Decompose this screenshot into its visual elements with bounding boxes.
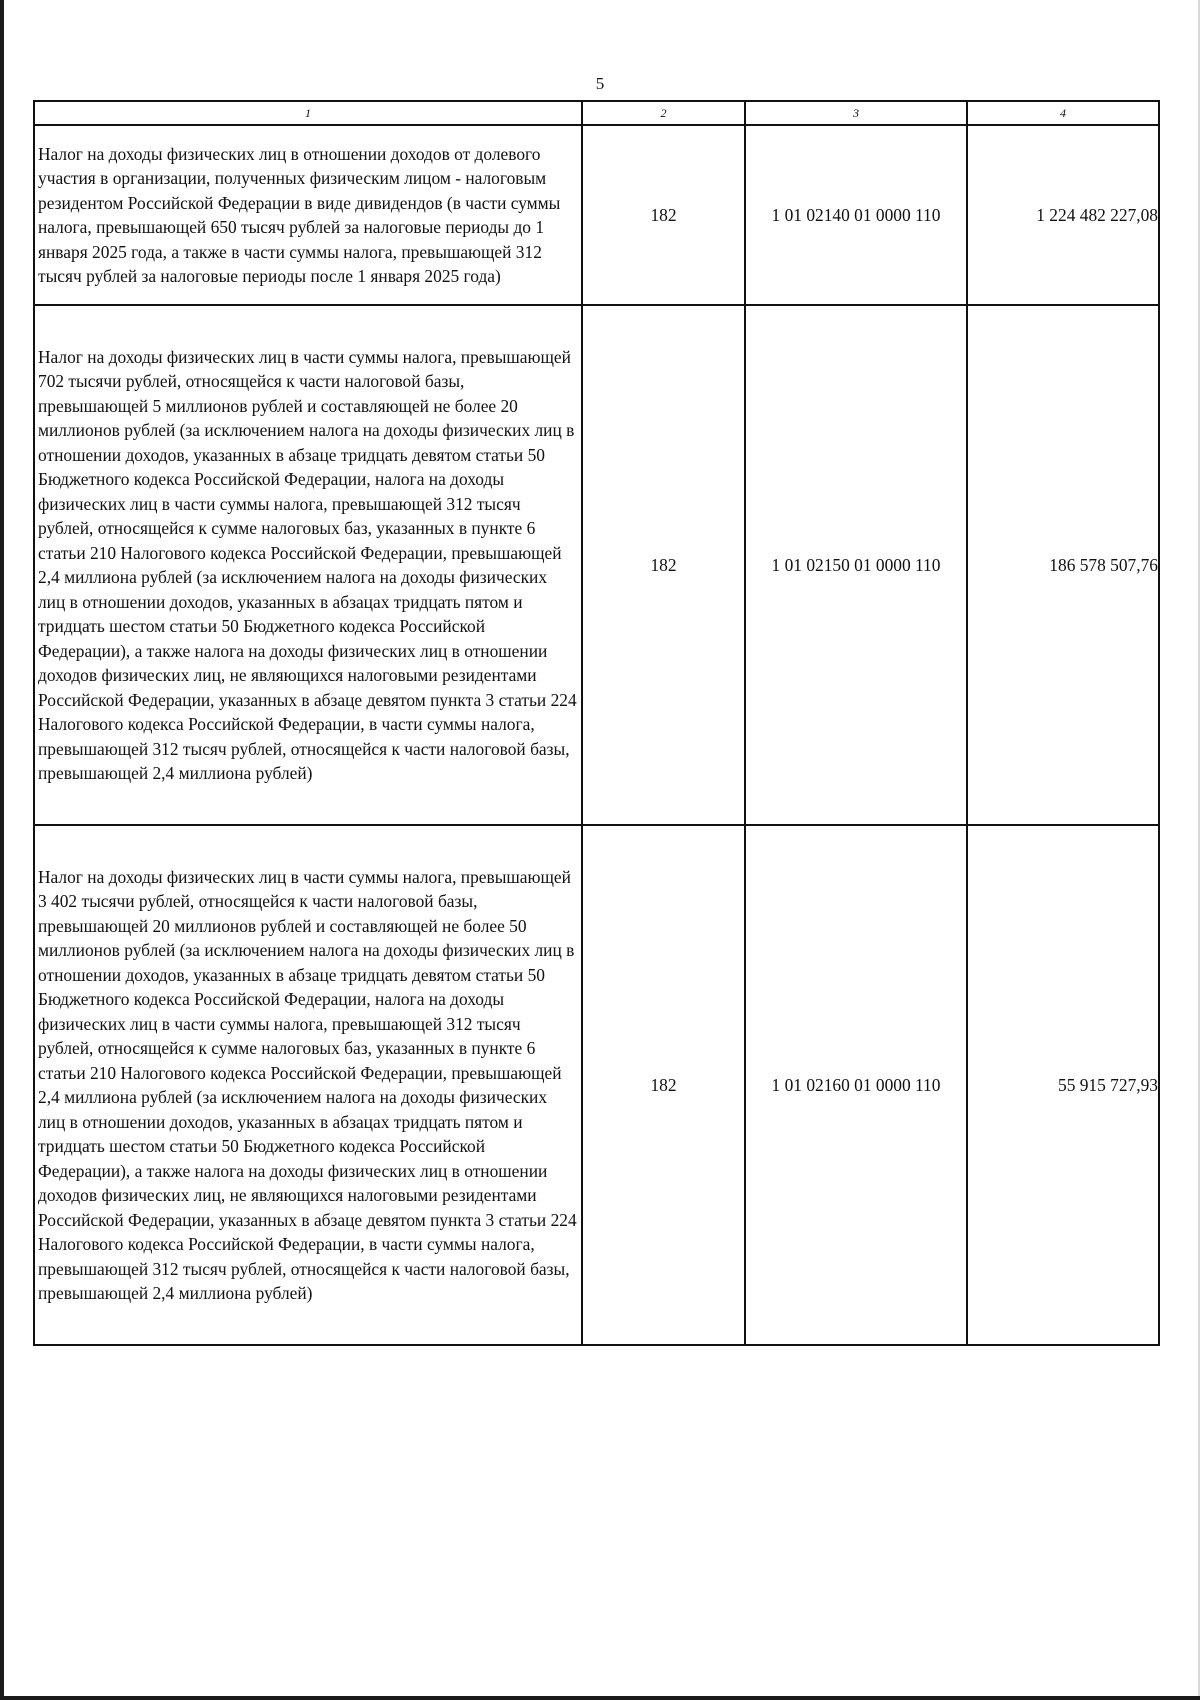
- column-header-2: 2: [582, 101, 745, 125]
- admin-code: 182: [582, 305, 745, 825]
- admin-code: 182: [582, 125, 745, 305]
- scan-edge-bottom: [0, 1696, 1200, 1700]
- table-row: [34, 825, 1159, 1345]
- income-description: Налог на доходы физических лиц в части суммы налога, превышающей 702 тысячи рублей, относящейся к части налоговой базы, превышающей 5 миллионов рублей и составляющей не более 20 миллионов рублей (за исключением налога на доходы физических лиц в отношении доходов, указанных в абзаце тридцать девятом статьи 50 Бюджетного кодекса Российской Федерации, налога на доходы физических лиц в части суммы налога, превышающей 312 тысяч рублей, относящейся к сумме налоговых баз, указанных в пункте 6 статьи 210 Налогового кодекса Российской Федерации, превышающей 2,4 миллиона рублей (за исключением налога на доходы физических лиц в отношении доходов, указанных в абзацах тридцать пятом и тридцать шестом статьи 50 Бюджетного кодекса Российской Федерации), а также налога на доходы физических лиц в отношении доходов физических лиц, не являющихся налоговыми резидентами Российской Федерации, указанных в абзаце девятом пункта 3 статьи 224 Налогового кодекса Российской Федерации, в части суммы налога, превышающей 312 тысяч рублей, относящейся к части налоговой базы, превышающей 2,4 миллиона рублей): [34, 305, 582, 825]
- page-number: 5: [595, 74, 605, 93]
- amount: 55 915 727,93: [967, 825, 1159, 1345]
- admin-code: 182: [582, 825, 745, 1345]
- budget-classification-code: 1 01 02160 01 0000 110: [745, 825, 967, 1345]
- table-row: [34, 305, 1159, 825]
- column-header-3: 3: [745, 101, 967, 125]
- column-header-1: 1: [34, 101, 582, 125]
- table-header-row: [34, 101, 1159, 125]
- budget-classification-code: 1 01 02140 01 0000 110: [745, 125, 967, 305]
- table-row: [34, 125, 1159, 305]
- revenue-table: [33, 100, 1160, 1346]
- amount: 186 578 507,76: [967, 305, 1159, 825]
- scan-edge-left: [0, 0, 4, 1700]
- income-description: Налог на доходы физических лиц в части суммы налога, превышающей 3 402 тысячи рублей, относящейся к части налоговой базы, превышающей 20 миллионов рублей и составляющей не более 50 миллионов рублей (за исключением налога на доходы физических лиц в отношении доходов, указанных в абзаце тридцать девятом статьи 50 Бюджетного кодекса Российской Федерации, налога на доходы физических лиц в части суммы налога, превышающей 312 тысяч рублей, относящейся к сумме налоговых баз, указанных в пункте 6 статьи 210 Налогового кодекса Российской Федерации, превышающей 2,4 миллиона рублей (за исключением налога на доходы физических лиц в отношении доходов, указанных в абзацах тридцать пятом и тридцать шестом статьи 50 Бюджетного кодекса Российской Федерации), а также налога на доходы физических лиц в отношении доходов физических лиц, не являющихся налоговыми резидентами Российской Федерации, указанных в абзаце девятом пункта 3 статьи 224 Налогового кодекса Российской Федерации, в части суммы налога, превышающей 312 тысяч рублей, относящейся к части налоговой базы, превышающей 2,4 миллиона рублей): [34, 825, 582, 1345]
- column-header-4: 4: [967, 101, 1159, 125]
- income-description: Налог на доходы физических лиц в отношении доходов от долевого участия в организации, полученных физическим лицом - налоговым резидентом Российской Федерации в виде дивидендов (в части суммы налога, превышающей 650 тысяч рублей за налоговые периоды до 1 января 2025 года, а также в части суммы налога, превышающей 312 тысяч рублей за налоговые периоды после 1 января 2025 года): [34, 125, 582, 305]
- budget-classification-code: 1 01 02150 01 0000 110: [745, 305, 967, 825]
- amount: 1 224 482 227,08: [967, 125, 1159, 305]
